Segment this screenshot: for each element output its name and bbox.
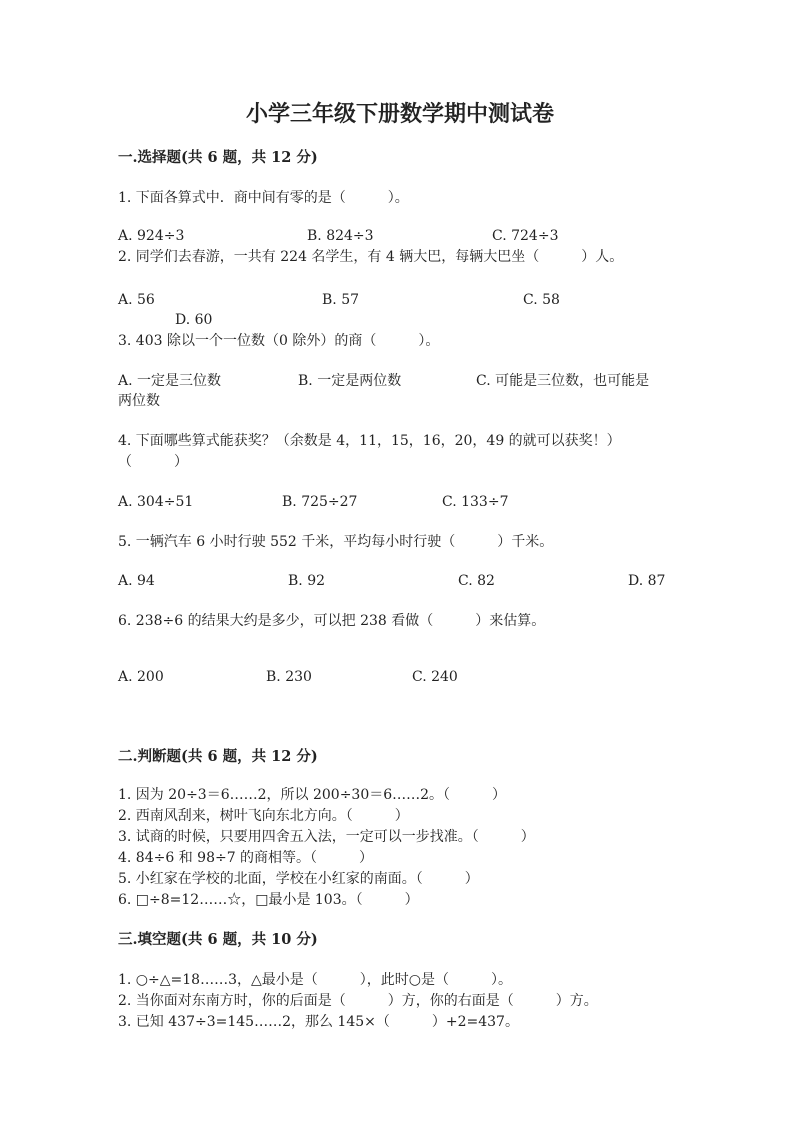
question-4-text: 4. 下面哪些算式能获奖？（余数是 4，11，15，16，20，49 的就可以获奖！）	[118, 433, 621, 449]
question-1-text: 1. 下面各算式中．商中间有零的是（ ）。	[118, 190, 409, 206]
question-5-option-a: A. 94	[118, 573, 155, 589]
question-1-option-b: B. 824÷3	[307, 228, 374, 244]
question-1-option-c: C. 724÷3	[492, 228, 559, 244]
question-5-option-c: C. 82	[458, 573, 495, 589]
question-3-text: 3. 403 除以一个一位数（0 除外）的商（ ）。	[118, 333, 440, 349]
judgement-item: 4. 84÷6 和 98÷7 的商相等。（ ）	[118, 850, 374, 866]
question-4-option-b: B. 725÷27	[282, 494, 358, 510]
question-6-option-c: C. 240	[412, 669, 458, 685]
fill-in-item: 1. ○÷△=18……3，△最小是（ ），此时○是（ ）。	[118, 972, 512, 988]
question-3-option-c-continued: 两位数	[118, 393, 160, 409]
question-2-option-c: C. 58	[523, 292, 560, 308]
question-2-option-d: D. 60	[175, 312, 213, 328]
question-3-option-b: B. 一定是两位数	[298, 373, 402, 389]
question-3-option-c: C. 可能是三位数，也可能是	[476, 373, 650, 389]
judgement-item: 1. 因为 20÷3＝6……2，所以 200÷30＝6……2。（ ）	[118, 787, 507, 803]
fill-in-item: 2. 当你面对东南方时，你的后面是（ ）方，你的右面是（ ）方。	[118, 993, 598, 1009]
question-5-option-d: D. 87	[628, 573, 666, 589]
judgement-item: 5. 小红家在学校的北面，学校在小红家的南面。（ ）	[118, 871, 479, 887]
judgement-item: 2. 西南风刮来，树叶飞向东北方向。（ ）	[118, 808, 409, 824]
question-5-text: 5. 一辆汽车 6 小时行驶 552 千米，平均每小时行驶（ ）千米。	[118, 534, 554, 550]
section-heading-choice: 一.选择题(共 6 题，共 12 分)	[118, 149, 318, 166]
question-4-option-a: A. 304÷51	[118, 494, 194, 510]
question-3-option-a: A. 一定是三位数	[118, 373, 222, 389]
section-heading-fill-in: 三.填空题(共 6 题，共 10 分)	[118, 931, 318, 948]
question-1-option-a: A. 924÷3	[118, 228, 185, 244]
question-6-option-a: A. 200	[118, 669, 164, 685]
question-2-text: 2. 同学们去春游，一共有 224 名学生，有 4 辆大巴，每辆大巴坐（ ）人。	[118, 249, 624, 265]
question-2-option-b: B. 57	[322, 292, 360, 308]
fill-in-item: 3. 已知 437÷3=145……2，那么 145×（ ）+2=437。	[118, 1014, 519, 1030]
question-2-option-a: A. 56	[118, 292, 155, 308]
question-6-option-b: B. 230	[266, 669, 312, 685]
question-6-text: 6. 238÷6 的结果大约是多少，可以把 238 看做（ ）来估算。	[118, 613, 546, 629]
judgement-item: 6. □÷8=12……☆，□最小是 103。（ ）	[118, 892, 419, 908]
question-4-answer-blank: （ ）	[118, 454, 188, 470]
question-5-option-b: B. 92	[288, 573, 326, 589]
section-heading-judgement: 二.判断题(共 6 题，共 12 分)	[118, 748, 318, 765]
page-title: 小学三年级下册数学期中测试卷	[245, 101, 554, 127]
judgement-item: 3. 试商的时候，只要用四舍五入法，一定可以一步找准。（ ）	[118, 829, 535, 845]
question-4-option-c: C. 133÷7	[442, 494, 509, 510]
